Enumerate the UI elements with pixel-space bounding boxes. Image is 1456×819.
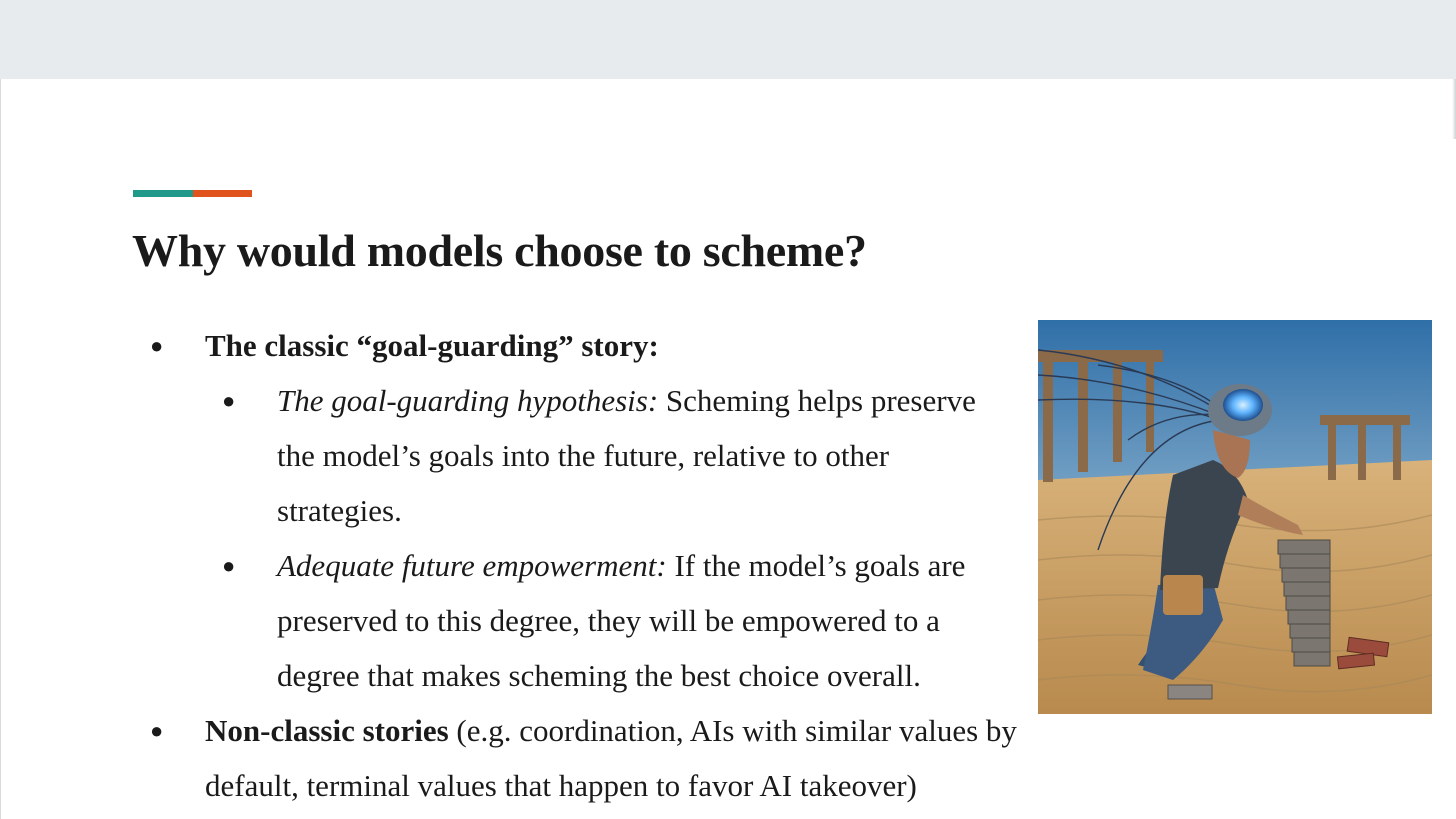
bullet-heading: Non-classic stories — [205, 713, 449, 748]
sub-bullet-term: The goal-guarding hypothesis: — [277, 383, 659, 418]
concrete-frame-right — [1320, 415, 1410, 480]
glowing-brain — [1223, 389, 1263, 421]
bullet-dot: ● — [150, 718, 164, 743]
bullet-item-non-classic — [148, 703, 1018, 813]
accent-orange — [193, 190, 253, 197]
accent-teal — [133, 190, 193, 197]
scrollbar-edge — [1452, 79, 1456, 139]
bullet-heading: The classic “goal-guarding” story: — [205, 328, 659, 363]
bullet-dot: ● — [150, 333, 164, 358]
bullet-list — [148, 318, 1018, 813]
top-toolbar-area — [0, 0, 1456, 79]
sub-bullet-goal-guarding — [148, 373, 1018, 538]
bullet-item-classic — [148, 318, 1018, 373]
sub-bullet-text: If the model’s goals are preserved to this degree, they will be empowered to a degree that makes scheming the best choice overall. — [277, 548, 966, 693]
bullet-text: (e.g. coordination, AIs with similar values by default, terminal values that happen to favor AI takeover) — [205, 713, 1017, 803]
sub-bullet-term: Adequate future empowerment: — [277, 548, 667, 583]
tool-belt — [1163, 575, 1203, 615]
title-accent-bar — [133, 190, 252, 197]
robot-brain-builder-image — [1038, 320, 1432, 714]
sub-bullet-dot: ● — [222, 553, 236, 578]
sub-bullet-dot: ● — [222, 388, 236, 413]
illustration-svg — [1038, 320, 1432, 714]
sub-bullet-empowerment — [148, 538, 1018, 703]
sub-bullet-text: Scheming helps preserve the model’s goals into the future, relative to other strategies. — [277, 383, 976, 528]
slide-title: Why would models choose to scheme? — [132, 225, 867, 276]
